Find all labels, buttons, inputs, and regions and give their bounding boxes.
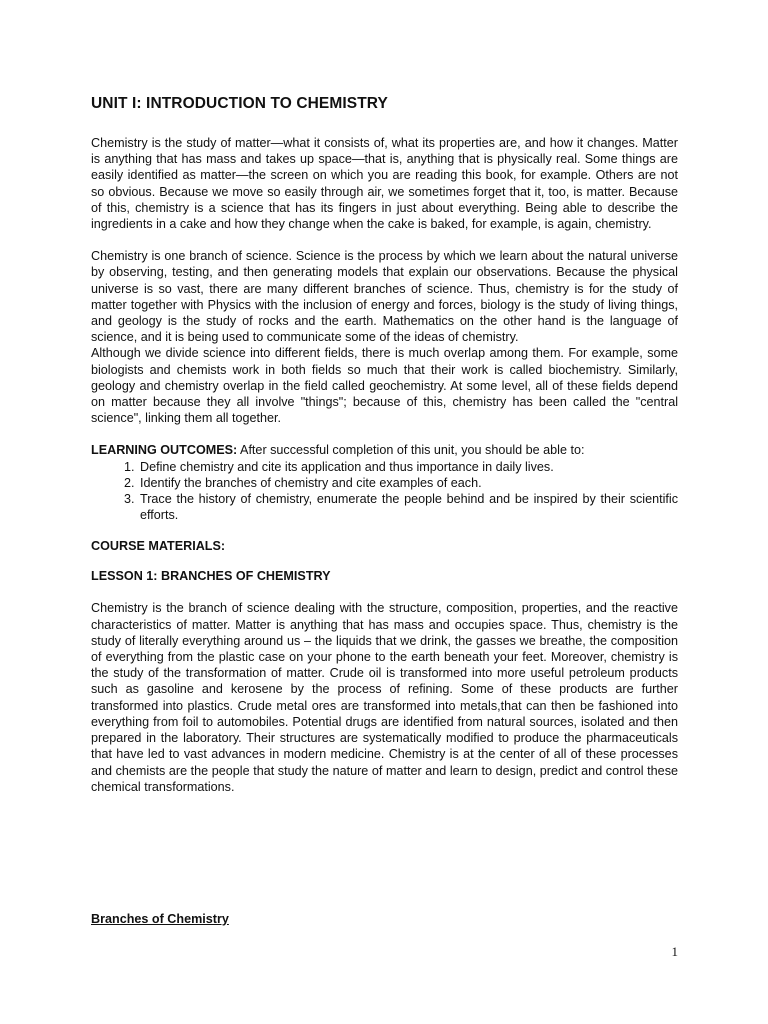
branches-of-chemistry-heading: Branches of Chemistry — [91, 912, 229, 926]
page-number: 1 — [671, 944, 678, 959]
document-page — [91, 95, 678, 795]
intro-paragraph-2: Chemistry is one branch of science. Science is the process by which we learn about the natural universe by observing, testing, and then generating models that explain our observations. Because the physical universe is so vast, there are many different branches of science. Thus, chemistry is for the study of matter together with Physics with the inclusion of energy and forces, biology is the study of living things, and geology is the study of rocks and the earth. Mathematics on the other hand is the language of science, and it is being used to communicate some of the ideas of chemistry. — [91, 249, 678, 345]
learning-outcomes-intro: After successful completion of this unit, you should be able to: — [237, 443, 585, 458]
lesson-1-body: Chemistry is the branch of science dealing with the structure, composition, properties, and the reactive characteristics of matter. Matter is anything that has mass and occupies space. Thus, chemistry is the study of literally everything around us – the liquids that we drink, the gasses we breathe, the composition of everything from the plastic case on your phone to the earth beneath your feet. Moreover, chemistry is the study of the transformation of matter. Crude oil is transformed into more useful petroleum products such as gasoline and kerosene by the process of refining. Some of these products are further transformed into plastics. Crude metal ores are transformed into metals,that can then be fashioned into everything from foil to automobiles. Potential drugs are identified from natural sources, isolated and then prepared in the laboratory. Their structures are systematically modified to produce the pharmaceuticals that have led to vast advances in modern medicine. Chemistry is at the center of all of these processes and chemists are the people that study the nature of matter and learn to design, predict and control these chemical transformations. — [91, 601, 678, 794]
learning-outcomes-label: LEARNING OUTCOMES: — [91, 443, 238, 458]
intro-paragraph-3: Although we divide science into different fields, there is much overlap among them. For example, some biologists and chemists work in both fields so much that their work is called biochemistry. Similarly, geology and chemistry overlap in the field called geochemistry. At some level, all of these fields depend on matter because they all involve "things"; because of this, chemistry has been called the "central science", linking them all together. — [91, 346, 678, 426]
learning-outcomes-heading — [91, 442, 678, 458]
unit-title: UNIT I: INTRODUCTION TO CHEMISTRY — [91, 95, 388, 112]
outcome-item: 3. Trace the history of chemistry, enumerate the people behind and be inspired by their scientific efforts. — [138, 491, 678, 523]
intro-paragraph-1: Chemistry is the study of matter—what it consists of, what its properties are, and how it changes. Matter is anything that has mass and takes up space—that is, anything that is physically real. Some things are easily identified as matter—the screen on which you are reading this book, for example. Others are not so obvious. Because we move so easily through air, we sometimes forget that it, too, is matter. Because of this, chemistry is a science that has its fingers in just about everything. Being able to describe the ingredients in a cake and how they change when the cake is baked, for example, is again, chemistry. — [91, 136, 678, 232]
lesson-1-title: LESSON 1: BRANCHES OF CHEMISTRY — [91, 569, 331, 584]
outcome-item: 2. Identify the branches of chemistry and cite examples of each. — [138, 475, 678, 491]
learning-outcomes-list — [91, 459, 678, 524]
outcome-item: 1. Define chemistry and cite its application and thus importance in daily lives. — [138, 459, 678, 475]
course-materials-heading: COURSE MATERIALS: — [91, 539, 226, 554]
